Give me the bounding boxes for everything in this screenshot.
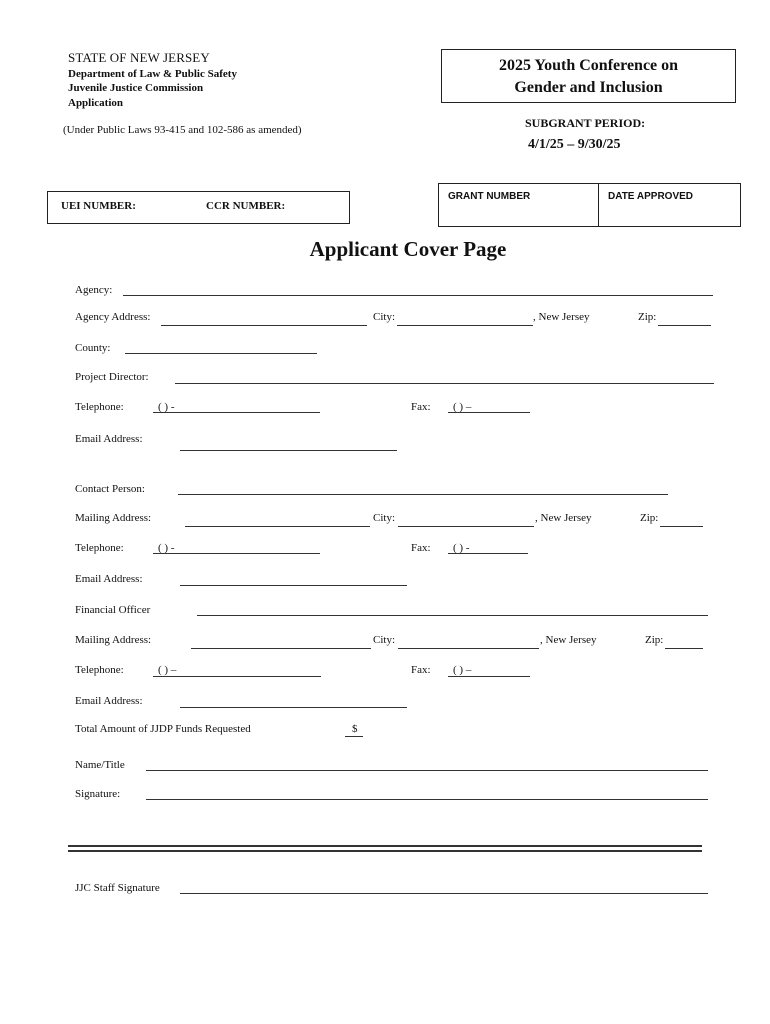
agency-telephone-field[interactable] xyxy=(153,412,320,413)
ccr-number-label: CCR NUMBER: xyxy=(206,200,286,212)
document-type: Application xyxy=(68,97,124,109)
contact-state-text: , New Jersey xyxy=(535,512,592,524)
conference-title-box xyxy=(441,49,736,103)
financial-telephone-mask: ( ) – xyxy=(158,664,177,676)
contact-telephone-label: Telephone: xyxy=(75,542,124,554)
subgrant-period-dates: 4/1/25 – 9/30/25 xyxy=(528,137,621,152)
contact-city-field[interactable] xyxy=(398,526,534,527)
staff-signature-field[interactable] xyxy=(180,893,708,894)
contact-email-field[interactable] xyxy=(180,585,407,586)
financial-fax-field[interactable] xyxy=(448,676,530,677)
agency-field[interactable] xyxy=(123,295,713,296)
financial-telephone-label: Telephone: xyxy=(75,664,124,676)
financial-telephone-field[interactable] xyxy=(153,676,321,677)
financial-mailing-label: Mailing Address: xyxy=(75,634,152,646)
page-title: Applicant Cover Page xyxy=(309,237,507,261)
subgrant-period-label: SUBGRANT PERIOD: xyxy=(525,116,646,130)
signature-label: Signature: xyxy=(75,788,121,800)
financial-officer-field[interactable] xyxy=(197,615,708,616)
contact-fax-mask: ( ) - xyxy=(453,542,470,554)
name-title-field[interactable] xyxy=(146,770,708,771)
agency-zip-field[interactable] xyxy=(658,325,711,326)
financial-fax-mask: ( ) – xyxy=(453,664,472,676)
conference-title-line2: Gender and Inclusion xyxy=(514,79,663,96)
financial-mailing-field[interactable] xyxy=(191,648,371,649)
contact-person-label: Contact Person: xyxy=(75,483,145,495)
laws-note: (Under Public Laws 93-415 and 102-586 as amended) xyxy=(63,124,302,136)
county-field[interactable] xyxy=(125,353,317,354)
agency-address-field[interactable] xyxy=(161,325,367,326)
contact-person-field[interactable] xyxy=(178,494,668,495)
contact-city-label: City: xyxy=(373,512,396,524)
staff-signature-label: JJC Staff Signature xyxy=(75,882,160,894)
contact-telephone-mask: ( ) - xyxy=(158,542,175,554)
grant-number-label: GRANT NUMBER xyxy=(448,191,531,202)
agency-email-label: Email Address: xyxy=(75,433,143,445)
agency-label: Agency: xyxy=(75,284,113,296)
agency-fax-mask: ( ) – xyxy=(453,401,472,413)
financial-fax-label: Fax: xyxy=(411,664,431,676)
financial-city-field[interactable] xyxy=(398,648,539,649)
agency-email-field[interactable] xyxy=(180,450,397,451)
conference-title-line1: 2025 Youth Conference on xyxy=(498,57,679,74)
financial-officer-label: Financial Officer xyxy=(75,604,151,616)
financial-email-field[interactable] xyxy=(180,707,407,708)
financial-state-text: , New Jersey xyxy=(540,634,597,646)
contact-zip-field[interactable] xyxy=(660,526,703,527)
department-heading: Department of Law & Public Safety xyxy=(68,68,237,80)
financial-zip-label: Zip: xyxy=(645,634,664,646)
state-heading: STATE OF NEW JERSEY xyxy=(68,50,210,65)
agency-city-label: City: xyxy=(373,311,396,323)
grant-box-divider xyxy=(598,184,599,226)
total-funds-label: Total Amount of JJDP Funds Requested xyxy=(75,723,251,735)
section-divider-bottom xyxy=(68,850,702,852)
agency-city-field[interactable] xyxy=(397,325,533,326)
contact-mailing-field[interactable] xyxy=(185,526,370,527)
total-funds-field[interactable] xyxy=(345,736,363,737)
uei-number-label: UEI NUMBER: xyxy=(61,200,136,212)
contact-telephone-field[interactable] xyxy=(153,553,320,554)
grant-info-box[interactable] xyxy=(438,183,741,227)
currency-symbol: $ xyxy=(352,723,358,735)
contact-fax-label: Fax: xyxy=(411,542,431,554)
agency-telephone-mask: ( ) - xyxy=(158,401,175,413)
agency-fax-label: Fax: xyxy=(411,401,431,413)
contact-zip-label: Zip: xyxy=(640,512,659,524)
agency-fax-field[interactable] xyxy=(448,412,530,413)
financial-zip-field[interactable] xyxy=(665,648,703,649)
signature-field[interactable] xyxy=(146,799,708,800)
date-approved-label: DATE APPROVED xyxy=(608,191,694,202)
agency-state-text: , New Jersey xyxy=(533,311,590,323)
contact-email-label: Email Address: xyxy=(75,573,143,585)
financial-city-label: City: xyxy=(373,634,396,646)
financial-email-label: Email Address: xyxy=(75,695,143,707)
commission-heading: Juvenile Justice Commission xyxy=(68,82,204,94)
contact-mailing-label: Mailing Address: xyxy=(75,512,152,524)
section-divider-top xyxy=(68,845,702,847)
project-director-label: Project Director: xyxy=(75,371,149,383)
agency-address-label: Agency Address: xyxy=(75,311,151,323)
uei-ccr-box[interactable] xyxy=(47,191,350,224)
agency-zip-label: Zip: xyxy=(638,311,657,323)
county-label: County: xyxy=(75,342,111,354)
agency-telephone-label: Telephone: xyxy=(75,401,124,413)
contact-fax-field[interactable] xyxy=(448,553,528,554)
project-director-field[interactable] xyxy=(175,383,714,384)
name-title-label: Name/Title xyxy=(75,759,125,771)
